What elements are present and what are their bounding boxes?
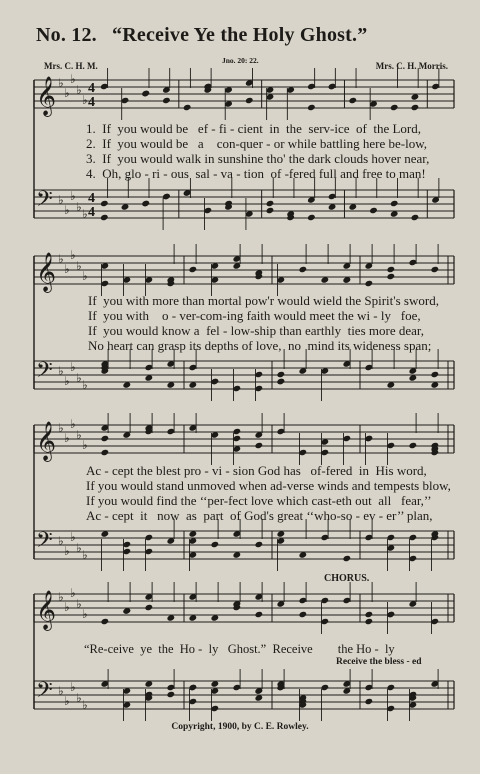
treble-note bbox=[387, 266, 396, 273]
flat-sign: ♭ bbox=[76, 691, 82, 705]
treble-note bbox=[101, 435, 110, 442]
verse-3-line-1: 3. If you would walk in sunshine tho' the dark clouds hover near, bbox=[86, 151, 430, 166]
bass-note bbox=[369, 207, 378, 214]
hymn-number: No. 12. bbox=[36, 24, 97, 46]
flat-sign: ♭ bbox=[64, 600, 70, 614]
flat-sign: ♭ bbox=[76, 428, 82, 442]
chorus-lyric: “Re-ceive ye the Ho - ly Ghost.” Receive the Ho - ly bbox=[84, 642, 395, 656]
bass-clef: 𝄢 bbox=[36, 678, 53, 708]
copyright-notice: Copyright, 1900, by C. E. Rowley. bbox=[171, 722, 309, 732]
flat-sign: ♭ bbox=[58, 193, 64, 207]
flat-sign: ♭ bbox=[64, 374, 70, 388]
music-credit: Mrs. C. H. Morris. bbox=[375, 61, 448, 71]
flat-sign: ♭ bbox=[82, 607, 88, 621]
verse-4-line-1: 4. Oh, glo - ri - ous sal - va - tion of -fered full and free to man! bbox=[86, 166, 426, 181]
time-signature: 4 bbox=[88, 95, 95, 110]
flat-sign: ♭ bbox=[64, 544, 70, 558]
verse-2-line-1: 2. If you would be a con-quer - or while battling here be-low, bbox=[86, 136, 428, 151]
flat-sign: ♭ bbox=[70, 248, 76, 262]
bass-note bbox=[100, 214, 109, 221]
treble-note bbox=[365, 618, 374, 625]
flat-sign: ♭ bbox=[76, 83, 82, 97]
flat-sign: ♭ bbox=[82, 548, 88, 562]
treble-note bbox=[255, 442, 264, 449]
bass-note bbox=[390, 200, 399, 207]
treble-note bbox=[348, 97, 357, 104]
flat-sign: ♭ bbox=[82, 378, 88, 392]
flat-sign: ♭ bbox=[70, 680, 76, 694]
scripture-reference: Jno. 20: 22. bbox=[222, 56, 259, 65]
treble-clef: 𝄞 bbox=[36, 421, 57, 461]
treble-clef: 𝄞 bbox=[36, 76, 57, 116]
treble-note bbox=[141, 90, 150, 97]
treble-note bbox=[299, 611, 308, 618]
hymn-title: “Receive Ye the Holy Ghost.” bbox=[112, 24, 368, 46]
flat-sign: ♭ bbox=[58, 684, 64, 698]
verse-4-line-3: Ac - cept it now as part of God's great ‘‘who-so - ev - er’’ plan, bbox=[86, 508, 433, 523]
time-signature: 4 bbox=[88, 81, 95, 96]
treble-note bbox=[162, 97, 171, 104]
flat-sign: ♭ bbox=[64, 203, 70, 217]
bass-note bbox=[211, 541, 220, 548]
treble-note bbox=[299, 266, 308, 273]
treble-note bbox=[189, 266, 198, 273]
treble-note bbox=[365, 611, 374, 618]
flat-sign: ♭ bbox=[82, 207, 88, 221]
bass-clef: 𝄢 bbox=[36, 187, 53, 217]
flat-sign: ♭ bbox=[76, 371, 82, 385]
treble-note bbox=[411, 104, 420, 111]
flat-sign: ♭ bbox=[82, 269, 88, 283]
treble-note bbox=[409, 442, 418, 449]
chorus-label: CHORUS. bbox=[324, 573, 370, 584]
flat-sign: ♭ bbox=[58, 421, 64, 435]
flat-sign: ♭ bbox=[76, 200, 82, 214]
flat-sign: ♭ bbox=[58, 590, 64, 604]
treble-note bbox=[365, 280, 374, 287]
bass-note bbox=[100, 200, 109, 207]
treble-note bbox=[245, 97, 254, 104]
treble-note bbox=[101, 449, 110, 456]
bass-clef: 𝄢 bbox=[36, 358, 53, 388]
flat-sign: ♭ bbox=[70, 189, 76, 203]
bass-note bbox=[365, 698, 374, 705]
flat-sign: ♭ bbox=[82, 93, 88, 107]
treble-note bbox=[101, 618, 110, 625]
bass-note bbox=[343, 555, 352, 562]
flat-sign: ♭ bbox=[58, 76, 64, 90]
treble-clef: 𝄞 bbox=[36, 252, 57, 292]
bass-note bbox=[266, 200, 275, 207]
chorus-sub-lyric: Receive the bless - ed bbox=[336, 657, 422, 667]
flat-sign: ♭ bbox=[64, 694, 70, 708]
treble-note bbox=[387, 273, 396, 280]
time-signature: 4 bbox=[88, 205, 95, 220]
verse-1-line-2: If you with more than mortal pow'r would wield the Spirit's sword, bbox=[88, 293, 439, 308]
verse-2-line-3: If you would stand unmoved when ad-verse winds and tempests blow, bbox=[86, 478, 451, 493]
flat-sign: ♭ bbox=[64, 86, 70, 100]
flat-sign: ♭ bbox=[58, 364, 64, 378]
bass-note bbox=[411, 214, 420, 221]
verse-4-line-2: No heart can grasp its depths of love, no mind its wideness span; bbox=[88, 338, 432, 353]
flat-sign: ♭ bbox=[82, 438, 88, 452]
verse-3-line-3: If you would find the ‘‘per-fect love which cast-eth out all fear,’’ bbox=[86, 493, 432, 508]
bass-note bbox=[277, 378, 286, 385]
flat-sign: ♭ bbox=[58, 534, 64, 548]
treble-note bbox=[431, 266, 440, 273]
bass-note bbox=[255, 541, 264, 548]
treble-note bbox=[255, 611, 264, 618]
flat-sign: ♭ bbox=[64, 262, 70, 276]
bass-note bbox=[307, 214, 316, 221]
flat-sign: ♭ bbox=[76, 259, 82, 273]
flat-sign: ♭ bbox=[82, 698, 88, 712]
treble-clef: 𝄞 bbox=[36, 590, 57, 630]
flat-sign: ♭ bbox=[58, 252, 64, 266]
verse-1-line-3: Ac - cept the blest pro - vi - sion God has of-fered in His word, bbox=[86, 463, 427, 478]
words-credit: Mrs. C. H. M. bbox=[44, 61, 98, 71]
treble-note bbox=[307, 104, 316, 111]
bass-clef: 𝄢 bbox=[36, 528, 53, 558]
flat-sign: ♭ bbox=[76, 597, 82, 611]
verse-2-line-2: If you with o - ver-com-ing faith would meet the wi - ly foe, bbox=[88, 308, 421, 323]
flat-sign: ♭ bbox=[70, 530, 76, 544]
treble-note bbox=[145, 604, 154, 611]
time-signature: 4 bbox=[88, 191, 95, 206]
flat-sign: ♭ bbox=[70, 586, 76, 600]
flat-sign: ♭ bbox=[70, 72, 76, 86]
bass-note bbox=[167, 691, 176, 698]
bass-note bbox=[431, 371, 440, 378]
flat-sign: ♭ bbox=[70, 417, 76, 431]
treble-note bbox=[183, 104, 192, 111]
flat-sign: ♭ bbox=[64, 431, 70, 445]
bass-note bbox=[266, 207, 275, 214]
bass-note bbox=[141, 200, 150, 207]
treble-note bbox=[390, 104, 399, 111]
verse-1-line-1: 1. If you would be ef - fi - cient in the serv-ice of the Lord, bbox=[86, 121, 422, 136]
flat-sign: ♭ bbox=[76, 541, 82, 555]
flat-sign: ♭ bbox=[70, 360, 76, 374]
verse-3-line-2: If you would know a fel - low-ship than earthly ties more dear, bbox=[88, 323, 424, 338]
bass-note bbox=[277, 371, 286, 378]
